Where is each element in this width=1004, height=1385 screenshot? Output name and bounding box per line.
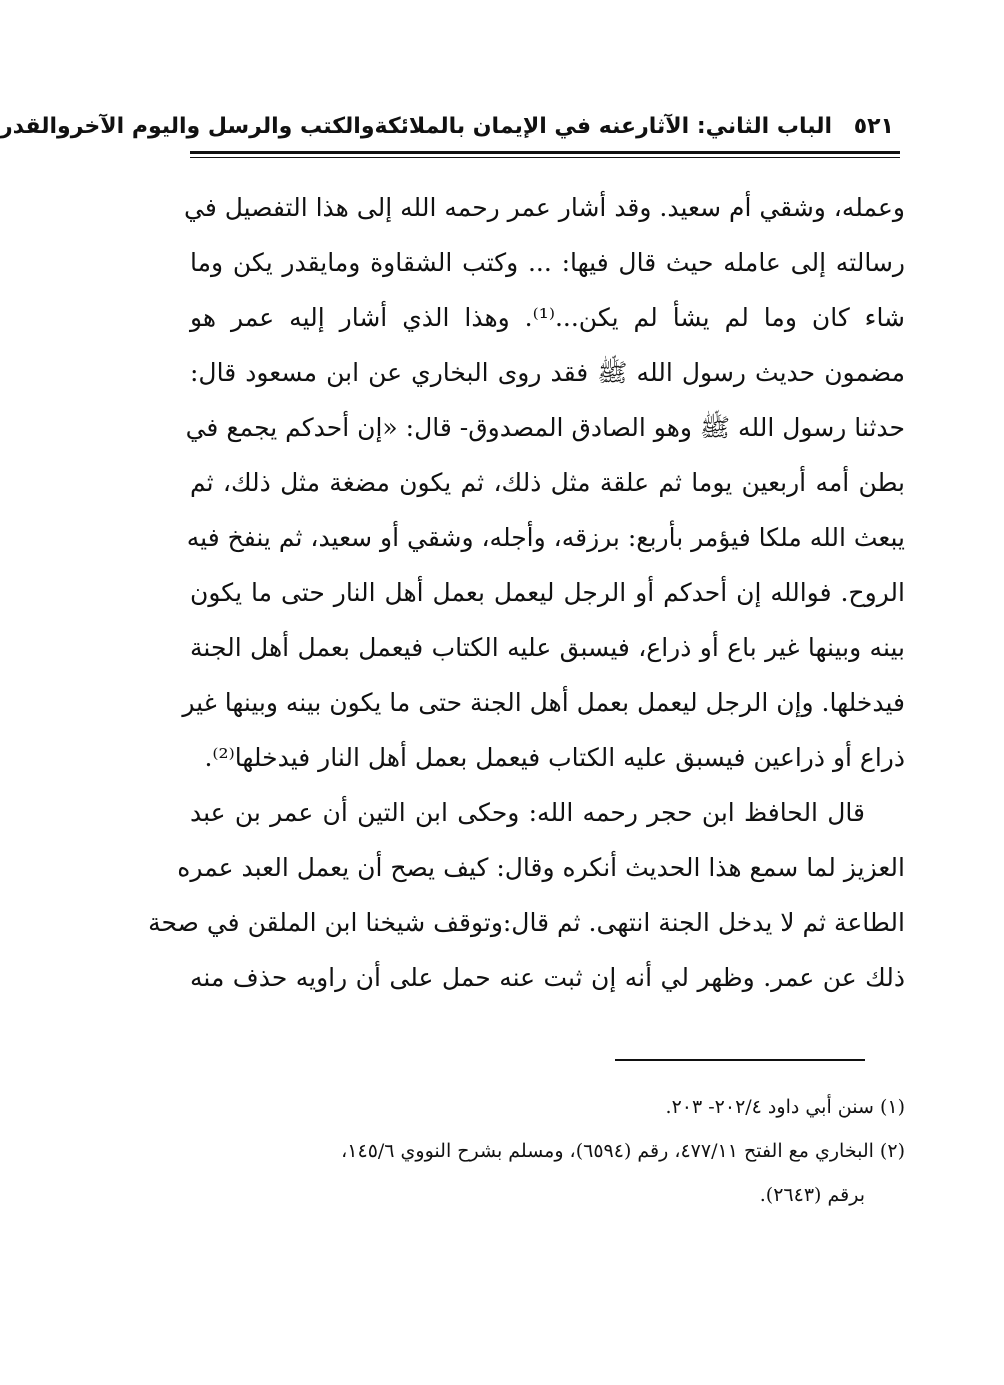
- footnotes: [190, 1085, 905, 1217]
- footnote-1: (١) سنن أبي داود ٢٠٢/٤- ٢٠٣.: [665, 1096, 905, 1118]
- text-line: الطاعة ثم لا يدخل الجنة انتهى. ثم قال:وتوقف شيخنا ابن الملقن في صحة: [148, 908, 905, 937]
- footnote-separator: [615, 1059, 865, 1061]
- text-line: رسالته إلى عامله حيث قال فيها: ... وكتب الشقاوة ومايقدر يكن وما: [190, 248, 905, 277]
- text-line: ذراع أو ذراعين فيسبق عليه الكتاب فيعمل بعمل أهل النار فيدخلها⁽²⁾.: [204, 743, 905, 772]
- text-line: بينه وبينها غير باع أو ذراع، فيسبق عليه الكتاب فيعمل بعمل أهل الجنة: [190, 633, 905, 662]
- main-text: [148, 180, 906, 1005]
- text-line: ذلك عن عمر. وظهر لي أنه إن ثبت عنه حمل على أن راويه حذف منه: [190, 963, 905, 992]
- chapter-title: الباب الثاني: الآثارعنه في الإيمان بالملائكةوالكتب والرسل واليوم الآخروالقدر: [0, 114, 833, 139]
- text-line: فيدخلها. وإن الرجل ليعمل بعمل أهل الجنة حتى ما يكون بينه وبينها غير: [182, 688, 905, 717]
- text-line: مضمون حديث رسول الله ﷺ فقد روى البخاري عن ابن مسعود قال:: [190, 358, 905, 387]
- running-header: [0, 110, 894, 144]
- text-line: بطن أمه أربعين يوما ثم علقة مثل ذلك، ثم يكون مضغة مثل ذلك، ثم: [190, 468, 905, 497]
- text-line: يبعث الله ملكا فيؤمر بأربع: برزقه، وأجله، وشقي أو سعيد، ثم ينفخ فيه: [186, 523, 905, 552]
- text-line: شاء كان وما لم يشأ لم يكن...⁽¹⁾. وهذا الذي أشار إليه عمر هو: [190, 303, 906, 332]
- footnote-2: (٢) البخاري مع الفتح ٤٧٧/١١، رقم (٦٥٩٤)، ومسلم بشرح النووي ١٤٥/٦،: [341, 1140, 905, 1162]
- page-number: ٥٢١: [853, 114, 894, 139]
- header-rule-thick: [190, 151, 900, 154]
- text-line: العزيز لما سمع هذا الحديث أنكره وقال: كيف يصح أن يعمل العبد عمره: [177, 853, 905, 882]
- text-line: وعمله، وشقي أم سعيد. وقد أشار عمر رحمه الله إلى هذا التفصيل في: [184, 193, 905, 222]
- text-line: حدثنا رسول الله ﷺ وهو الصادق المصدوق- قال: «إن أحدكم يجمع في: [185, 413, 905, 442]
- text-line: الروح. فوالله إن أحدكم أو الرجل ليعمل بعمل أهل النار حتى ما يكون: [190, 578, 905, 607]
- text-line: قال الحافظ ابن حجر رحمه الله: وحكى ابن التين أن عمر بن عبد: [190, 798, 865, 827]
- footnote-2-continuation: برقم (٢٦٤٣).: [759, 1184, 865, 1206]
- header-rule-thin: [190, 157, 900, 158]
